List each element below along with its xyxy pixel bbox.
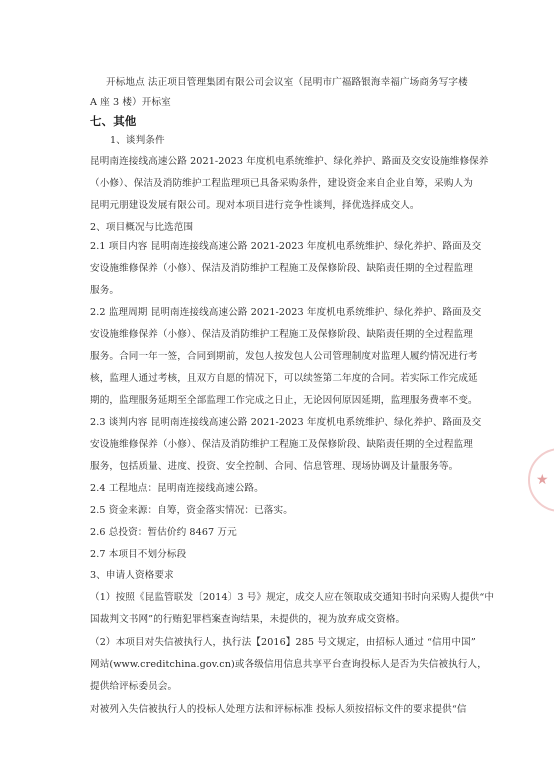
text-line: 国裁判文书网”的行贿犯罪档案查询结果，未提供的，视为放弃成交资格。 — [90, 614, 406, 625]
text-line: 提供给评标委员会。 — [90, 681, 178, 692]
text-line: （1）按照《昆监管联发〔2014〕3 号》规定，成交人应在领取成交通知书时向采购人提供“中 — [90, 592, 495, 603]
text-line: 网站(www.creditchina.gov.cn)或各级信用信息共享平台查询投标人是否为失信被执行人， — [90, 659, 487, 670]
text-line: 2.3 谈判内容 昆明南连接线高速公路 2021-2023 年度机电系统维护、绿化养护、路面及交 — [90, 417, 482, 428]
text-line: 2.7 本项目不划分标段 — [90, 549, 187, 560]
text-line: 开标地点 法正项目管理集团有限公司会议室（昆明市广福路银海幸福广场商务写字楼 — [106, 77, 468, 88]
text-line: 2.4 工程地点：昆明南连接线高速公路。 — [90, 483, 264, 494]
subsection-heading: 2、项目概况与比选范围 — [90, 222, 194, 233]
text-line: A 座 3 楼）开标室 — [90, 97, 171, 108]
text-line: 服务。合同一年一签，合同到期前，发包人按发包人公司管理制度对监理人履约情况进行考 — [90, 351, 478, 362]
text-line: 安设施维修保养（小修）、保洁及消防维护工程施工及保修阶段、缺陷责任期的全过程监理 — [90, 439, 473, 450]
text-line: 安设施维修保养（小修）、保洁及消防维护工程施工及保修阶段、缺陷责任期的全过程监理 — [90, 263, 473, 274]
text-line: 安设施维修保养（小修）、保洁及消防维护工程施工及保修阶段、缺陷责任期的全过程监理 — [90, 329, 473, 340]
text-line: 对被列入失信被执行人的投标人处理方法和评标标准 投标人须按招标文件的要求提供“信 — [90, 704, 467, 715]
text-line: 2.1 项目内容 昆明南连接线高速公路 2021-2023 年度机电系统维护、绿化养护、路面及交 — [90, 241, 482, 252]
text-line: 核，监理人通过考核，且双方自愿的情况下，可以续签第二年度的合同。若实际工作完成延 — [90, 373, 478, 384]
text-line: 昆明南连接线高速公路 2021-2023 年度机电系统维护、绿化养护、路面及交安设施维修保养 — [90, 156, 489, 167]
text-line: 服务，包括质量、进度、投资、安全控制、合同、信息管理、现场协调及计量服务等。 — [90, 461, 459, 472]
text-line: 2.2 监理周期 昆明南连接线高速公路 2021-2023 年度机电系统维护、绿化养护、路面及交 — [90, 307, 482, 318]
text-line: 期的，监理服务延期至全部监理工作完成之日止，无论因何原因延期，监理服务费率不变。 — [90, 395, 478, 406]
subsection-heading: 3、申请人资格要求 — [90, 570, 174, 581]
text-line: （小修）、保洁及消防维护工程监理项已具备采购条件，建设资金来自企业自筹，采购人为 — [90, 178, 473, 189]
section-heading: 七、其他 — [90, 114, 137, 128]
text-line: （2）本项目对失信被执行人，执行法【2016】285 号文规定，由招标人通过 “信用中国” — [90, 637, 476, 648]
text-line: 服务。 — [90, 285, 120, 296]
seal-mark-icon: ★ — [536, 472, 549, 488]
text-line: 2.6 总投资：暂估价约 8467 万元 — [90, 527, 237, 538]
text-line: 昆明元朋建设发展有限公司。现对本项目进行竞争性谈判，择优选择成交人。 — [90, 200, 420, 211]
subsection-heading: 1、谈判条件 — [110, 135, 165, 146]
text-line: 2.5 资金来源：自筹，资金落实情况：已落实。 — [90, 505, 293, 516]
